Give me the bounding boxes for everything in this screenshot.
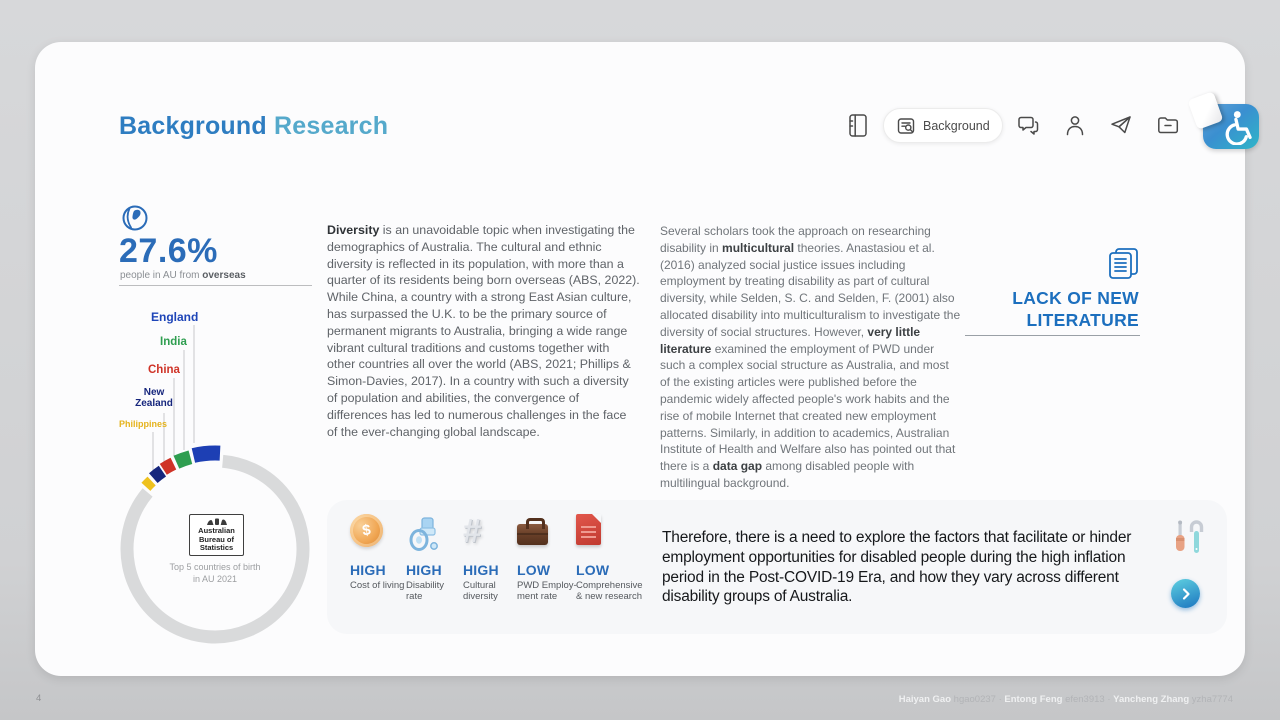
factor-level: LOW (576, 562, 610, 578)
slide-card (35, 42, 1245, 676)
folder-icon[interactable] (1156, 113, 1180, 139)
divider (119, 285, 312, 286)
chart-label-philippines: Philippines (119, 419, 168, 429)
next-button[interactable] (1171, 579, 1200, 608)
tab-background[interactable] (883, 108, 1003, 143)
chevron-right-icon (1179, 587, 1193, 601)
chart-caption: Top 5 countries of birth in AU 2021 (169, 562, 261, 584)
chart-label-china: China (148, 364, 180, 376)
factor-level: HIGH (350, 562, 386, 578)
factor-cultural-diversity (463, 514, 519, 602)
chat-icon[interactable] (1017, 113, 1041, 139)
wheelchair-icon (1221, 109, 1255, 145)
stat-value: 27.6% (119, 232, 218, 270)
stat-label: people in AU from overseas (120, 270, 246, 281)
page-number: 4 (36, 693, 42, 704)
factor-level: LOW (517, 562, 551, 578)
factor-level: HIGH (406, 562, 442, 578)
factor-cost-of-living (350, 514, 406, 591)
conclusion-panel (327, 500, 1227, 634)
segment-england (193, 453, 220, 456)
segment-india (176, 457, 190, 462)
coin-icon: $ (348, 512, 385, 549)
factor-label: Comprehensive & new research (576, 580, 643, 602)
page-title-primary: Background (119, 112, 274, 140)
segment-china (163, 464, 173, 470)
factor-research (576, 514, 644, 602)
segment-new-zealand (153, 471, 162, 478)
briefcase-icon (517, 524, 548, 545)
intro-paragraph: Diversity is an unavoidable topic when investigating the demographics of Australia. The cultural and ethnic diversity is reflected in its population, with more than a quarter of its residents being born overseas (ABS, 2022). While China, a country with a strong East Asian culture, has surpassed the U.K. to be the primary source of permanent migrants to Australia, bringing a wide range vibrant cultural traditions and customs together with other countries all over the world (ABS, 2021; Phillips & Simon-Davies, 2017). In a country with such a diversity of population and abilities, the convergence of differences has led to numerous challenges in the face of the ever-changing global landscape. (327, 223, 640, 439)
credits: Haiyan Gao hgao0237 · Entong Feng efen3913 · Yancheng Zhang yzha7774 (898, 694, 1233, 705)
chart-label-england: England (151, 310, 199, 324)
segment-philippines (146, 481, 152, 487)
factor-label: Cost of living (350, 580, 405, 591)
notebook-icon[interactable] (847, 113, 871, 139)
donut-chart (115, 302, 325, 647)
lack-line2: LITERATURE (1026, 309, 1139, 330)
divider (965, 335, 1140, 336)
page-title-secondary: Research (274, 112, 389, 140)
page-title (119, 112, 388, 141)
lack-literature-heading (965, 288, 1139, 331)
tab-background-label: Background (923, 118, 990, 133)
coat-of-arms-icon (205, 517, 229, 526)
wheelchair-icon (406, 514, 442, 552)
scholars-paragraph: Several scholars took the approach on researching disability in multicultural theories. Anastasiou et al. (2016) analyzed social justice issues including employment by treating disability as part of cultural diversity, while Selden, S. C. and Selden, F. (2001) also allocated disability into multiculturalism to investigate the diversity of social structures. However, very little literature examined the employment of PWD under such a complex social structure as Australia, and most of the existing articles were published before the pandemic widely affected people's work habits and the rise of mobile Internet that created new employment patterns. Similarly, in addition to academics, Australian Institute of Health and Welfare also has pointed out that there is a data gap among disabled people with multilingual background. (660, 224, 961, 490)
factor-label: PWD Employ-ment rate (517, 580, 577, 602)
factor-pwd-employment (517, 514, 579, 602)
documents-stack-icon (1105, 246, 1141, 287)
send-icon[interactable] (1109, 113, 1133, 139)
factor-label: Cultural diversity (463, 580, 498, 602)
hashtag-icon: # (463, 512, 482, 549)
conclusion-text: Therefore, there is a need to explore the factors that facilitate or hinder employment opportunities for disabled people during the high inflation period in the Post-COVID-19 Era, and how they vary across different disability groups of Australia. (662, 529, 1132, 606)
abs-logo (189, 514, 244, 556)
chart-label-india: India (160, 336, 187, 348)
lack-line1: LACK OF NEW (1012, 288, 1139, 308)
tools-icon (1170, 518, 1206, 567)
paper-card-icon (1188, 91, 1224, 129)
intro-bold: Diversity (327, 223, 380, 237)
factor-level: HIGH (463, 562, 499, 578)
stat-label-bold: overseas (202, 270, 246, 281)
abs-logo-text: Australian Bureau of Statistics (198, 526, 235, 553)
document-icon (576, 514, 601, 545)
document-search-icon (896, 116, 916, 136)
factor-disability-rate (406, 514, 462, 602)
wheelchair-accessibility-logo[interactable] (1203, 104, 1259, 149)
user-icon[interactable] (1064, 113, 1088, 139)
factor-label: Disability rate (406, 580, 445, 602)
chart-label-new-zealand: New Zealand (135, 387, 173, 409)
